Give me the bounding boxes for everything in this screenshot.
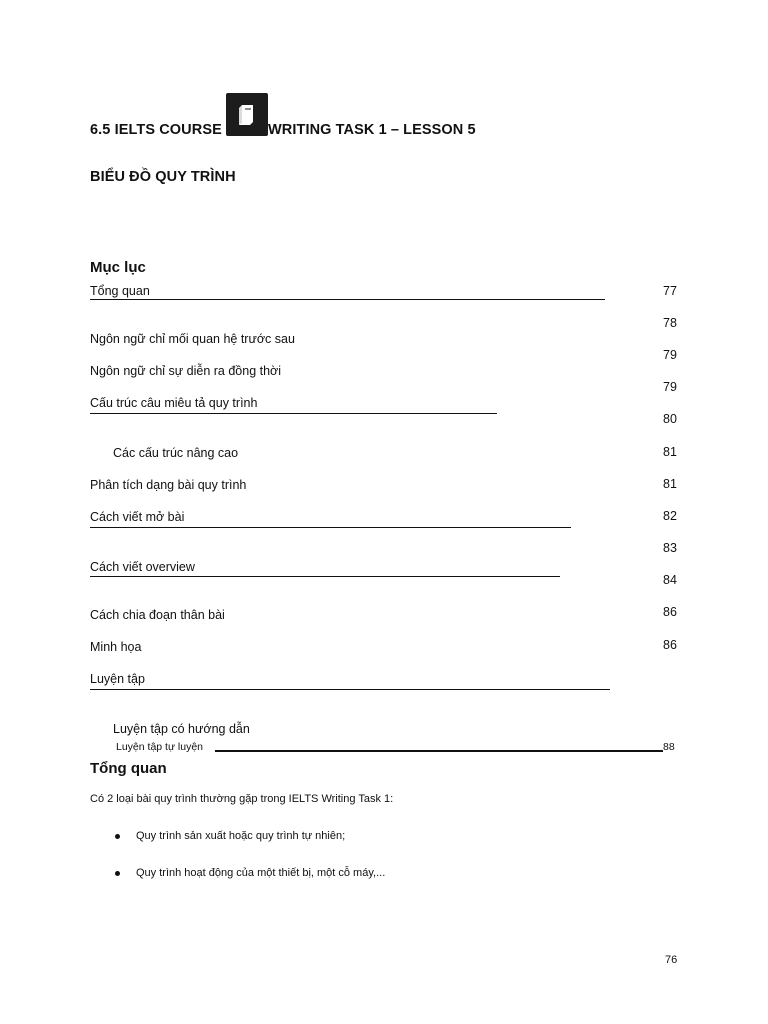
toc-underline bbox=[90, 299, 605, 300]
toc-entry[interactable]: Minh họa bbox=[90, 640, 142, 654]
bullet-dot bbox=[115, 834, 120, 839]
toc-entry[interactable]: Cách viết overview bbox=[90, 560, 195, 574]
toc-entry[interactable]: Ngôn ngữ chỉ sự diễn ra đồng thời bbox=[90, 364, 282, 378]
toc-page-number: 86 bbox=[663, 638, 677, 652]
toc-heading: Mục lục bbox=[90, 259, 146, 276]
footer-page-number: 76 bbox=[665, 954, 678, 966]
toc-leader-line bbox=[215, 750, 663, 752]
toc-page-number: 78 bbox=[663, 316, 677, 330]
lesson-title: WRITING TASK 1 – LESSON 5 bbox=[268, 122, 476, 138]
book-icon bbox=[226, 93, 268, 136]
toc-entry[interactable]: Luyện tập bbox=[90, 672, 145, 686]
toc-entry[interactable]: Phân tích dạng bài quy trình bbox=[90, 478, 247, 492]
toc-entry[interactable]: Ngôn ngữ chỉ mối quan hệ trước sau bbox=[90, 332, 295, 346]
toc-underline bbox=[90, 689, 610, 690]
course-title: 6.5 IELTS COURSE bbox=[90, 122, 222, 138]
page-subtitle: BIỂU ĐỒ QUY TRÌNH bbox=[90, 169, 236, 185]
toc-underline bbox=[90, 527, 571, 528]
toc-page-number: 82 bbox=[663, 509, 677, 523]
bullet-text: Quy trình sản xuất hoặc quy trình tự nhiên; bbox=[136, 830, 346, 842]
toc-page-number: 79 bbox=[663, 380, 677, 394]
toc-page-number: 81 bbox=[663, 445, 677, 459]
toc-entry[interactable]: Cấu trúc câu miêu tả quy trình bbox=[90, 396, 258, 410]
toc-page-number: 84 bbox=[663, 573, 677, 587]
toc-page-number: 81 bbox=[663, 477, 677, 491]
toc-page-number: 79 bbox=[663, 348, 677, 362]
toc-entry[interactable]: Luyện tập có hướng dẫn bbox=[113, 722, 250, 736]
section-heading: Tổng quan bbox=[90, 760, 167, 777]
toc-entry[interactable]: Cách chia đoạn thân bài bbox=[90, 608, 225, 622]
toc-entry[interactable]: Cách viết mở bài bbox=[90, 510, 185, 524]
toc-entry[interactable]: Các cấu trúc nâng cao bbox=[113, 446, 239, 460]
toc-page-number: 80 bbox=[663, 412, 677, 426]
toc-underline bbox=[90, 576, 560, 577]
toc-page-number: 83 bbox=[663, 541, 677, 555]
section-intro: Có 2 loại bài quy trình thường gặp trong IELTS Writing Task 1: bbox=[90, 793, 394, 805]
toc-entry[interactable]: Luyện tập tự luyện bbox=[116, 741, 204, 753]
bullet-text: Quy trình hoạt động của một thiết bị, một cỗ máy,... bbox=[136, 867, 386, 879]
toc-page-number: 86 bbox=[663, 605, 677, 619]
toc-underline bbox=[90, 413, 497, 414]
toc-page-number: 77 bbox=[663, 284, 677, 298]
toc-entry[interactable]: Tổng quan bbox=[90, 284, 150, 298]
toc-page-number: 88 bbox=[663, 741, 675, 753]
bullet-dot bbox=[115, 871, 120, 876]
